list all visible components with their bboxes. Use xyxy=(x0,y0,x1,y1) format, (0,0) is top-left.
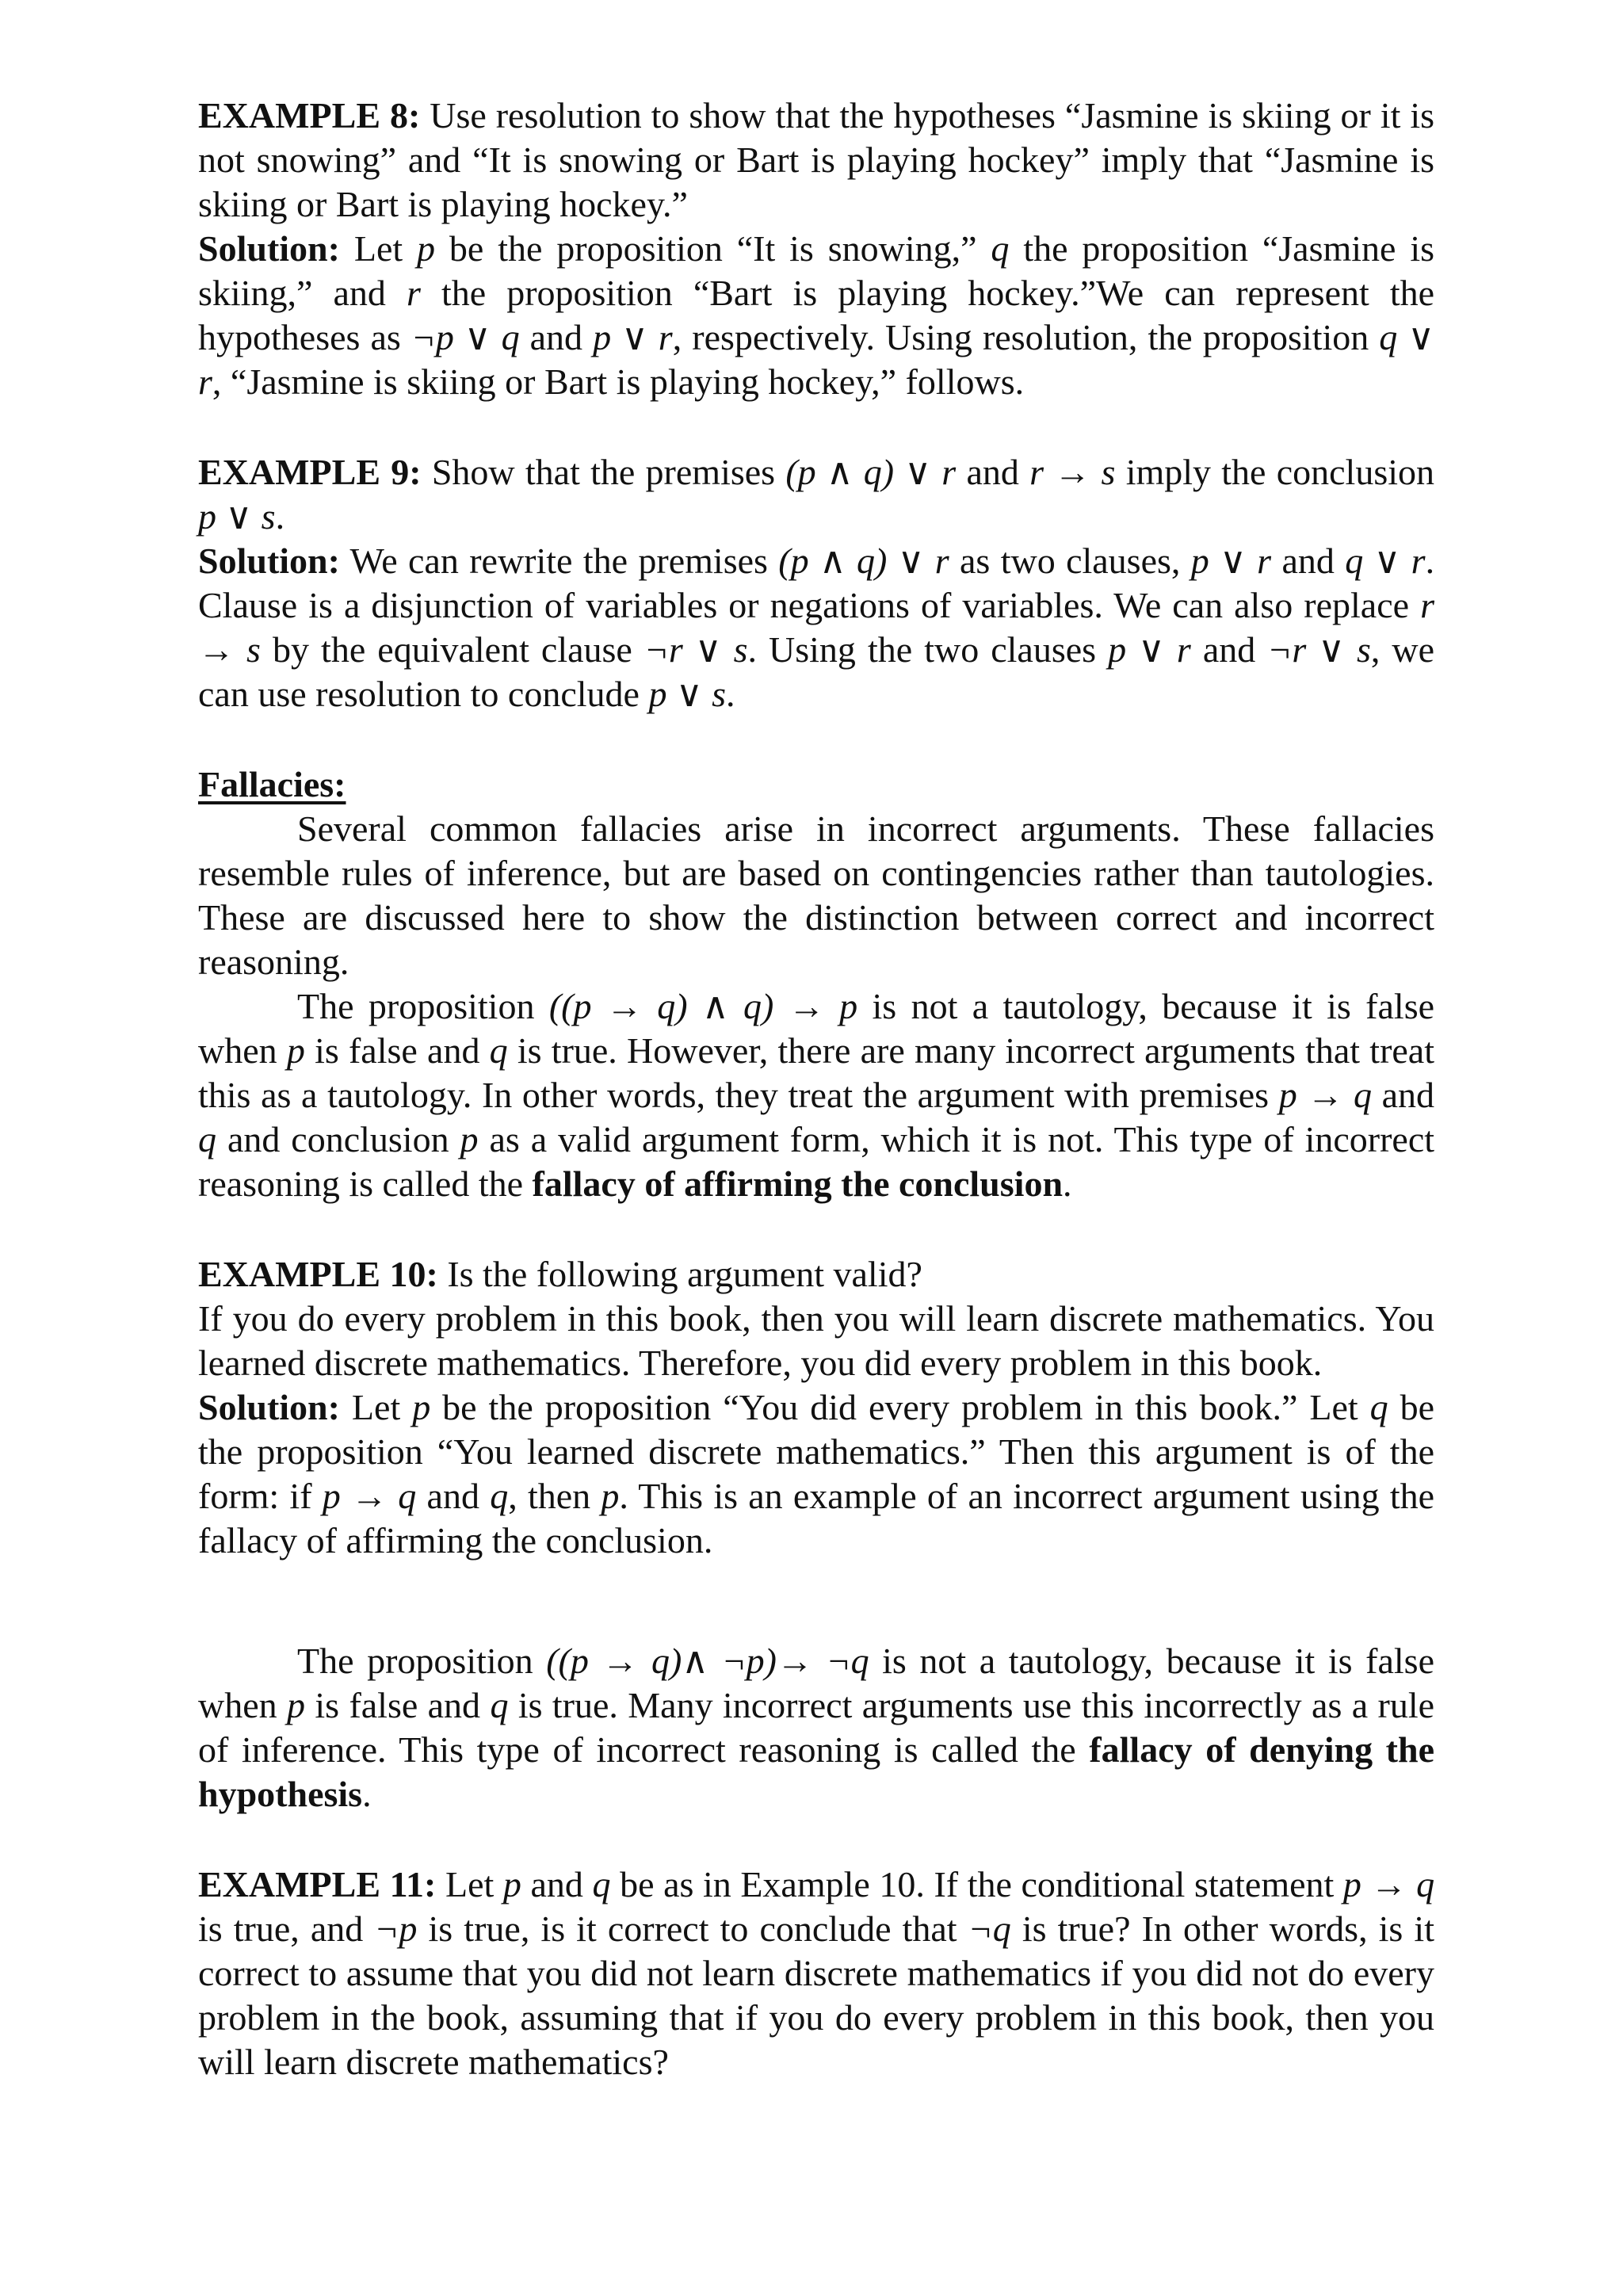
text-run: the proposition “Bart is playing hockey.”We can represent the hypotheses as xyxy=(198,273,1435,357)
fallacy-affirming-term: fallacy of affirming the conclusion xyxy=(532,1163,1064,1204)
text-run: is true. Many incorrect arguments use this incorrectly as a rule of inference. This type of incorrect reasoning is called the xyxy=(198,1685,1435,1770)
math-var: r xyxy=(406,273,421,313)
text-run: as two clauses, xyxy=(960,541,1181,581)
text-run: and xyxy=(530,1864,583,1904)
example-10-argument: If you do every problem in this book, then you will learn discrete mathematics. You learned discrete mathematics. Therefore, you did every problem in this book. xyxy=(198,1298,1434,1383)
text-run: The proposition xyxy=(297,1641,533,1681)
math-var: p xyxy=(417,228,436,269)
text-run: the proposition “Jasmine is skiing,” and xyxy=(198,228,1435,313)
text-run: , we can use resolution to conclude xyxy=(198,629,1435,714)
math-expression: ¬q xyxy=(968,1908,1011,1949)
example-9-solution-label: Solution: xyxy=(198,541,340,581)
text-run: is true, is it correct to conclude that xyxy=(428,1908,957,1949)
text-run: , “Jasmine is skiing or Bart is playing hockey,” follows. xyxy=(212,361,1025,402)
denying-hypothesis-paragraph xyxy=(198,1639,1434,1817)
fallacy-denying-term: fallacy of denying the hypothesis xyxy=(198,1729,1434,1814)
example-8-label: EXAMPLE 8: xyxy=(198,95,421,136)
text-run: The proposition xyxy=(297,986,535,1026)
math-expression: r → s xyxy=(198,585,1434,670)
math-expression: ¬r ∨ s xyxy=(1267,629,1371,670)
text-run: and xyxy=(529,317,583,357)
math-var: q xyxy=(991,228,1010,269)
text-run: . This is an example of an incorrect argument using the fallacy of affirming the conclusion. xyxy=(198,1476,1435,1561)
fallacies-section xyxy=(198,762,1434,807)
text-run: be the proposition “You did every problem in this book.” Let xyxy=(442,1387,1358,1427)
example-9 xyxy=(198,450,1434,716)
text-run: . xyxy=(1063,1163,1072,1204)
text-run: is not a tautology, because it is false when xyxy=(198,1641,1434,1725)
text-run: We can rewrite the premises xyxy=(349,541,768,581)
example-11 xyxy=(198,1862,1434,2084)
text-run: and conclusion xyxy=(227,1119,449,1159)
text-run: . Using the two clauses xyxy=(747,629,1097,670)
text-run: . xyxy=(275,496,285,537)
math-var: p xyxy=(502,1864,521,1904)
text-run: is true. However, there are many incorrect arguments that treat this as a tautology. In other words, they treat the argument with premises xyxy=(198,1030,1435,1115)
math-expression: p → q xyxy=(1342,1864,1435,1904)
document-page xyxy=(198,94,1434,2084)
text-run: is not a tautology, because it is false when xyxy=(198,986,1435,1071)
math-var: p xyxy=(287,1685,306,1725)
math-var: p xyxy=(601,1476,620,1516)
math-var: q xyxy=(592,1864,611,1904)
text-run: is false and xyxy=(315,1030,480,1071)
math-var: q xyxy=(490,1685,509,1725)
text-run: be the proposition “It is snowing,” xyxy=(449,228,977,269)
math-expression: p ∨ s xyxy=(648,674,727,714)
math-expression: ¬p xyxy=(374,1908,418,1949)
example-10-label: EXAMPLE 10: xyxy=(198,1254,438,1294)
math-expression: ¬r ∨ s xyxy=(643,629,748,670)
example-10-solution-label: Solution: xyxy=(198,1387,340,1427)
math-var: q xyxy=(198,1119,216,1159)
example-9-label: EXAMPLE 9: xyxy=(198,452,422,492)
math-expression: ((p → q) ∧ q) → p xyxy=(548,986,858,1026)
math-expression: p ∨ s xyxy=(198,496,276,537)
math-expression: p ∨ r xyxy=(1190,541,1272,581)
math-expression: p → q xyxy=(322,1476,417,1516)
math-var: q xyxy=(490,1476,509,1516)
math-expression: ((p → q)∧ ¬p)→ ¬q xyxy=(546,1641,869,1681)
text-run: Is the following argument valid? xyxy=(447,1254,922,1294)
math-expression: r → s xyxy=(1029,452,1116,492)
fallacies-paragraph-1: Several common fallacies arise in incorrect arguments. These fallacies resemble rules of inference, but are based on contingencies rather than tautologies. These are discussed here to show the distinction between correct and incorrect reasoning. xyxy=(198,808,1434,982)
example-8-body: Use resolution to show that the hypotheses “Jasmine is skiing or it is not snowing” and “It is snowing or Bart is playing hockey” imply that “Jasmine is skiing or Bart is playing hockey.” xyxy=(198,95,1434,224)
text-run: . xyxy=(726,674,735,714)
text-run: Let xyxy=(351,1387,401,1427)
example-11-label: EXAMPLE 11: xyxy=(198,1864,437,1904)
math-expression: ¬p ∨ q xyxy=(411,317,520,357)
text-run: be the proposition “You learned discrete mathematics.” Then this argument is of the form: if xyxy=(198,1387,1435,1516)
text-run: and xyxy=(426,1476,479,1516)
math-var: p xyxy=(460,1119,479,1159)
math-expression: p → q xyxy=(1278,1075,1372,1115)
fallacies-heading: Fallacies: xyxy=(198,764,346,804)
fallacies-paragraph-2 xyxy=(198,984,1434,1206)
text-run: and xyxy=(1202,629,1256,670)
math-var: p xyxy=(286,1030,305,1071)
text-run: Show that the premises xyxy=(431,452,776,492)
text-run: by the equivalent clause xyxy=(273,629,632,670)
text-run: Let xyxy=(353,228,403,269)
text-run: imply the conclusion xyxy=(1125,452,1435,492)
text-run: . Clause is a disjunction of variables or negations of variables. We can also replace xyxy=(198,541,1435,625)
text-run: and xyxy=(1281,541,1335,581)
text-run: and xyxy=(966,452,1019,492)
math-expression: q ∨ r xyxy=(1345,541,1426,581)
text-run: is true? In other words, is it correct to assume that you did not learn discrete mathematics if you did not do every problem in the book, assuming that if you do every problem in this book, then you will learn discrete mathematics? xyxy=(198,1908,1434,2082)
math-expression: (p ∧ q) ∨ r xyxy=(778,541,949,581)
math-expression: p ∨ r xyxy=(1108,629,1191,670)
math-expression: p ∨ r xyxy=(593,317,673,357)
math-expression: q ∨ r xyxy=(198,317,1434,402)
text-run: and xyxy=(1381,1075,1435,1115)
math-var: q xyxy=(489,1030,508,1071)
text-run: is true, and xyxy=(198,1908,364,1949)
math-expression: (p ∧ q) ∨ r xyxy=(785,452,957,492)
text-run: , then xyxy=(508,1476,591,1516)
example-8-solution-label: Solution: xyxy=(198,228,340,269)
text-run: . xyxy=(362,1774,372,1814)
text-run: , respectively. Using resolution, the proposition xyxy=(672,317,1369,357)
text-run: as a valid argument form, which it is not. This type of incorrect reasoning is called the xyxy=(198,1119,1435,1204)
text-run: be as in Example 10. If the conditional statement xyxy=(620,1864,1335,1904)
example-8 xyxy=(198,94,1434,404)
example-10 xyxy=(198,1252,1434,1563)
math-var: p xyxy=(412,1387,431,1427)
text-run: Let xyxy=(445,1864,495,1904)
math-var: q xyxy=(1369,1387,1388,1427)
text-run: is false and xyxy=(315,1685,481,1725)
